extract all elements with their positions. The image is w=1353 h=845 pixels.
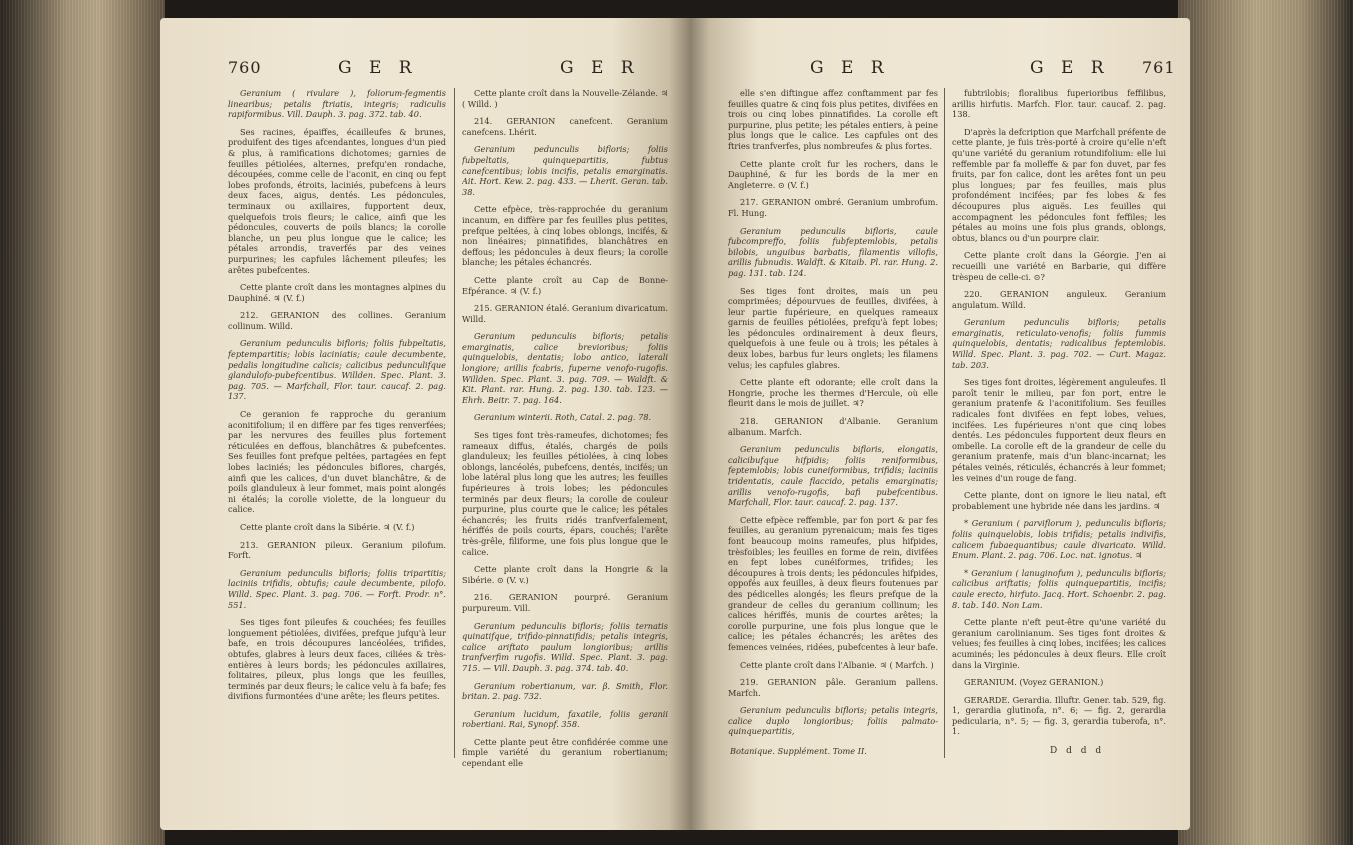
page-number-right: 761	[1142, 58, 1176, 77]
volume-footer: Botanique. Supplément. Tome II.	[730, 746, 867, 756]
paragraph: Geranium pedunculis bifloris, caule fubcompreffo, foliis fubfeptemlobis, petalis bilobis, unguibus barbatis, filamentis villofis, arillis fubnudis. Waldft. & Kitaib. Pl. rar. Hung. 2. pag. 131. tab. 124.	[728, 225, 938, 278]
paragraph: Cette plante croît dans les montagnes alpines du Dauphiné. ♃ (V. f.)	[228, 282, 446, 303]
right-page-column-2	[952, 88, 1166, 738]
paragraph: Cette plante eft odorante; elle croît dans la Hongrie, proche les thermes d'Hercule, où elle fleurit dans le mois de juillet. ♃?	[728, 377, 938, 409]
paragraph: 217. GERANION ombré. Geranium umbrofum. Fl. Hung.	[728, 197, 938, 218]
left-page-column-1	[228, 88, 446, 768]
paragraph: 212. GERANION des collines. Geranium collinum. Willd.	[228, 310, 446, 331]
paragraph: 219. GERANION pâle. Geranium pallens. Marfch.	[728, 677, 938, 698]
left-page	[160, 18, 690, 830]
paragraph: Ses tiges font droites, mais un peu comprimées; dépourvues de feuilles, divifées, à leur partie fupérieure, en quelques rameaux garnis de feuilles pétiolées, prefqu'à fept lobes; les pédoncules ordinairement à deux fleurs, quelquefois à une feule ou à trois; les pétales à deux lobes, barbus fur leurs onglets; les filamens velus; les capfules glabres.	[728, 285, 938, 370]
paragraph: Geranium winterii. Roth, Catal. 2. pag. 78.	[474, 412, 652, 423]
paragraph: Cette plante croît dans l'Albanie. ♃ ( Marfch. )	[740, 659, 934, 670]
paragraph: Cette plante, dont on ignore le lieu natal, eft probablement une hybride née dans les jardins. ♃	[952, 490, 1166, 511]
paragraph: Cette plante croît dans la Géorgie. J'en ai recueilli une variété en Barbarie, qui diffère trèspeu de celle-ci. ⊙?	[952, 250, 1166, 282]
paragraph: * Geranium ( lanuginofum ), pedunculis bifloris; calicibus ariftatis; foliis quinquepartitis, incifis; caule erecto, hirfuto. Jacq. Hort. Schoenbr. 2. pag. 8. tab. 140. Non Lam.	[952, 567, 1166, 610]
paragraph: elle s'en diftingue affez conftamment par fes feuilles quatre & cinq fois plus petites, divifées en trois ou cinq lobes pinnatifides. La corolle eft purpurine, plus petite; les pétales entiers, à peine plus longs que le calice. Les capfules ont des ftries tranfverfes, plus nombreufes & plus fortes.	[728, 88, 938, 151]
paragraph: Ce geranion fe rapproche du geranium aconitifolium; il en diffère par fes tiges renverfées; par les nervures des feuilles plus fortement réticulées en deffous, blanchâtres & pubefcentes. Ses feuilles font prefque peltées, partagées en fept lobes laciniés; les pédoncules biflores, chargés, ainfi que les calices, d'un duvet blanchâtre, & de poils glanduleux à leur fommet, mais point alongés ni étalés; la corolle violette, de la longueur du calice.	[228, 409, 446, 515]
paragraph: D'après la defcription que Marfchall préfente de cette plante, je fuis très-porté à croire qu'elle n'eft qu'une variété du geranium rotundifolium: elle lui reffemble par fa molleffe & par fon duvet, par fes fruits, par fon calice, dont les arêtes font un peu plus longues; par fes feuilles, mais plus profondément incifées; par fes lobes & fes découpures plus aiguës. Les feuilles qui accompagnent les pédoncules font feffiles; les pétales au moins une fois plus grands, oblongs, obtus, blancs ou d'un pourpre clair.	[952, 126, 1166, 243]
paragraph: Ses tiges font pileufes & couchées; fes feuilles longuement pétiolées, divifées, prefque jufqu'à leur bafe, en trois découpures lancéolées, trifides, obtufes, glabres à leurs deux faces, ciliées & très-entières à leurs bords; les pédoncules axillaires, folitaires, pileux, plus longs que les feuilles, terminés par deux fleurs; le calice velu à fa bafe; fes divifions furmontées d'une arête; les fleurs petites.	[228, 617, 446, 702]
paragraph: Geranium pedunculis bifloris; petalis emarginatis, reticulato-venofis; foliis fummis quinquelobis, dentatis; radicalibus feptemlobis. Willd. Spec. Plant. 3. pag. 702. — Curt. Magaz. tab. 203.	[952, 317, 1166, 370]
paragraph: GERARDE. Gerardia. Illuftr. Gener. tab. 529, fig. 1, gerardia glutinofa, n°. 6; — fig. 2, gerardia pedicularia, n°. 5; — fig. 3, gerardia tuberofa, n°. 1.	[952, 694, 1166, 737]
paragraph: Cette plante croît au Cap de Bonne-Efpérance. ♃ (V. f.)	[462, 274, 668, 296]
paragraph: Cette plante croît dans la Nouvelle-Zélande. ♃ ( Willd. )	[462, 88, 668, 109]
column-rule-left	[454, 88, 455, 758]
paragraph: Cette plante croît dans la Hongrie & la Sibérie. ⊙ (V. v.)	[462, 564, 668, 585]
paragraph: Geranium pedunculis bifloris; foliis fubpeltatis, quinquepartitis, fubtus canefcentibus; lobis incifis, petalis emarginatis. Ait. Hort. Kew. 2. pag. 433. — Lherit. Geran. tab. 38.	[462, 144, 668, 197]
paragraph: 213. GERANION pileux. Geranium pilofum. Forft.	[228, 539, 446, 561]
paragraph: 220. GERANION anguleux. Geranium angulatum. Willd.	[952, 289, 1166, 310]
running-head-left: G E R	[338, 58, 418, 78]
running-head-right-col2: G E R	[1030, 58, 1110, 78]
paragraph: Geranium lucidum, faxatile, foliis geranii robertiani. Rai, Synopf. 358.	[462, 708, 668, 730]
paragraph: Ses racines, épaiffes, écailleufes & brunes, produifent des tiges afcendantes, longues d'un pied & plus, à ramifications dichotomes; garnies de feuilles pétiolées, alternes, prefqu'en rondache, découpées, comme celle de l'aconit, en cinq ou fept lobes profonds, étroits, laciniés, pubefcens à leurs deux faces, aigus, dentés. Les pédoncules, terminaux ou axillaires, fupportent deux, quelquefois trois fleurs; le calice, ainfi que les pédoncules, couverts de poils blancs; la corolle blanche, un peu plus longue que le calice; les pétales arrondis, traverfés par des veines purpurines; les capfules lâchement pileufes; les arêtes pubefcentes.	[228, 126, 446, 275]
paragraph: Geranium robertianum, var. β. Smith, Flor. britan. 2. pag. 732.	[462, 680, 668, 702]
paragraph: Ses tiges font très-rameufes, dichotomes; fes rameaux diffus, étalés, chargés de poils glanduleux; les feuilles pétiolées, à cinq lobes oblongs, lancéolés, pubefcens, dentés, incifés; un lobe latéral plus long que les autres; les feuilles fupérieures à trois lobes; les pédoncules terminés par deux fleurs; la corolle de couleur purpurine, plus courte que le calice; les pétales échancrés; les fruits ridés tranfverfalement, hériffés de poils courts, épars, couchés; l'arête très-grêle, filiforme, une fois plus longue que le calice.	[462, 430, 668, 557]
paragraph: Ses tiges font droites, légèrement anguleufes. Il paroît tenir le milieu, par fon port, entre le geranium pratenfe & l'aconitifolium. Ses feuilles radicales font divifées en fept lobes, velues, incifées. Les fupérieures n'ont que cinq lobes dentés. Les pédoncules fupportent deux fleurs en ombelle. La corolle eft de la grandeur de celle du geranium pratenfe, mais d'un blanc-incarnat; les pétales veinés, réticulés, échancrés à leur fommet; les veines d'un rouge de fang.	[952, 377, 1166, 483]
paragraph: Cette efpèce reffemble, par fon port & par fes feuilles, au geranium pyrenaicum; mais fes tiges font beaucoup moins rameufes, plus hifpides, trèsfoibles; les feuilles en forme de rein, divifées en fept lobes cunéiformes, trifides; les découpures à trois dents; les pédoncules hifpides, oppofés aux feuilles, à deux fleurs foutenues par des pédicelles alongés; les fleurs prefque de la grandeur de celles du geranium collinum; les calices hériffés, munis de courtes arêtes; la corolle purpurine, une fois plus longue que le calice; les pétales échancrés; les arêtes des femences veinées, ridées, pubefcentes à leur bafe.	[728, 514, 938, 652]
paragraph: Geranium ( rivulare ), foliorum-fegmentis linearibus; petalis ftriatis, integris; radiculis rapiformibus. Vill. Dauph. 3. pag. 372. tab. 40.	[228, 88, 446, 120]
paragraph: Cette efpèce, très-rapprochée du geranium incanum, en diffère par fes feuilles plus petites, prefque peltées, à cinq lobes oblongs, incifés, & non linéaires; pinnatifides, blanchâtres en deffous; les pédoncules à deux fleurs; la corolle blanche; les pétales échancrés.	[462, 204, 668, 268]
paragraph: Cette plante croît fur les rochers, dans le Dauphiné, & fur les bords de la mer en Angleterre. ⊙ (V. f.)	[728, 158, 938, 190]
left-page-edges	[0, 0, 165, 845]
column-rule-right	[944, 88, 945, 758]
paragraph: 214. GERANION canefcent. Geranium canefcens. Lhérit.	[462, 116, 668, 137]
paragraph: fubtrilobis; floralibus fuperioribus feffilibus, arillis hirfutis. Marfch. Flor. taur. caucaf. 2. pag. 138.	[952, 88, 1166, 120]
signature-mark: D d d d	[1050, 746, 1105, 756]
right-page-edges	[1178, 0, 1353, 845]
running-head-right: G E R	[810, 58, 890, 78]
paragraph: Geranium pedunculis bifloris; foliis fubpeltatis, feptempartitis; lobis laciniatis; caule decumbente, pedalis longitudine calicis; calicibus pedunculifque glandulofo-pubefcentibus. Willden. Spec. Plant. 3. pag. 705. — Marfchall, Flor. taur. caucaf. 2. pag. 137.	[228, 338, 446, 402]
page-number-left: 760	[228, 58, 262, 77]
right-page-column-1	[728, 88, 938, 736]
paragraph: Geranium pedunculis bifloris, elongatis, calicibufque hifpidis; foliis reniformibus, feptemlobis; lobis cuneiformibus, trifidis; laciniis tridentatis, caule flaccido, petalis emarginatis; arillis venofo-rugofis, bafi pubefcentibus. Marfchall, Flor. taur. caucaf. 2. pag. 137.	[728, 444, 938, 508]
paragraph: 215. GERANION étalé. Geranium divaricatum. Willd.	[462, 303, 668, 324]
paragraph: Geranium pedunculis bifloris; foliis tripartitis; laciniis trifidis, obtufis; caule decumbente, pilofo. Willd. Spec. Plant. 3. pag. 706. — Forft. Prodr. n°. 551.	[228, 567, 446, 610]
paragraph: Cette plante n'eft peut-être qu'une variété du geranium carolinianum. Ses tiges font droites & velues; fes feuilles à cinq lobes, incifées; les calices acuminés; les pédoncules à deux fleurs. Elle croît dans la Virginie.	[952, 617, 1166, 670]
paragraph: Cette plante croît dans la Sibérie. ♃ (V. f.)	[240, 521, 415, 532]
paragraph: Geranium pedunculis bifloris; foliis ternatis quinatifque, trifido-pinnatifidis; petalis integris, calice ariftato paulum longioribus; arillis tranfverfim rugofis. Willd. Spec. Plant. 3. pag. 715. — Vill. Dauph. 3. pag. 374. tab. 40.	[462, 620, 668, 673]
paragraph: Cette plante peut être confidérée comme une fimple variété du geranium robertianum; cependant elle	[462, 736, 668, 768]
paragraph: GERANIUM. (Voyez GERANION.)	[964, 677, 1104, 688]
paragraph: 218. GERANION d'Albanie. Geranium albanum. Marfch.	[728, 416, 938, 437]
left-page-column-2	[462, 88, 668, 768]
paragraph: Geranium pedunculis bifloris; petalis emarginatis, calice brevioribus; foliis quinquelobis, dentatis; lobo antico, laterali longiore; arillis fcabris, fuperne venofo-rugofis. Willden. Spec. Plant. 3. pag. 709. — Waldft. & Kit. Plant. rar. Hung. 2. pag. 130. tab. 123. — Ehrh. Beitr. 7. pag. 164.	[462, 331, 668, 405]
running-head-left-col2: G E R	[560, 58, 640, 78]
right-page	[690, 18, 1190, 830]
paragraph: * Geranium ( parviflorum ), pedunculis bifloris; foliis quinquelobis, lobis trifidis; petalis indivifis, calicem fubaequantibus; caule divaricato. Willd. Enum. Plant. 2. pag. 706. Loc. nat. ignotus. ♃	[952, 518, 1166, 561]
paragraph: 216. GERANION pourpré. Geranium purpureum. Vill.	[462, 592, 668, 613]
paragraph: Geranium pedunculis bifloris; petalis integris, calice duplo longioribus; foliis palmato-quinquepartitis,	[728, 705, 938, 736]
